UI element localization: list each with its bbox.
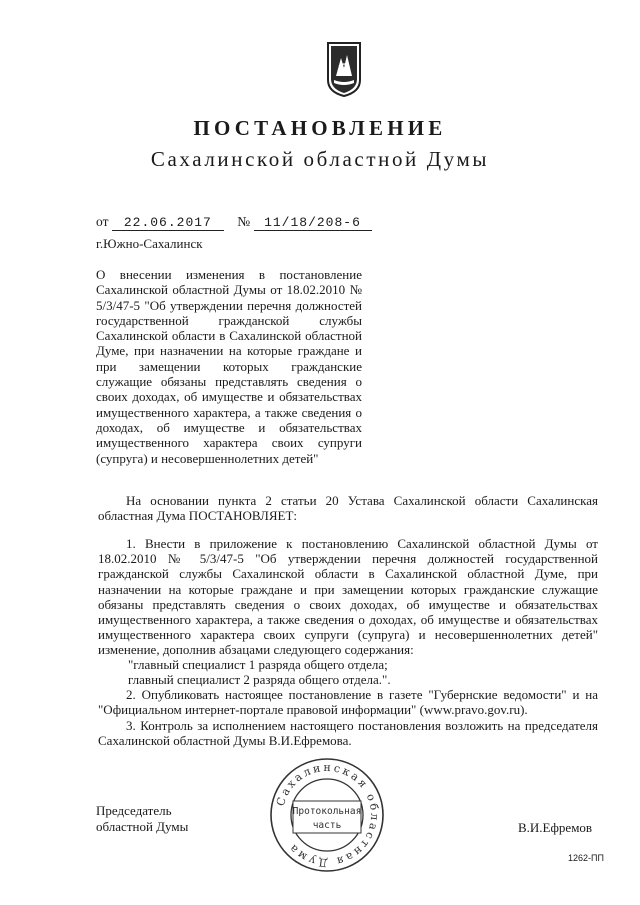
signatory-position-line1: Председатель xyxy=(96,803,172,818)
stamp-ring-text: Сахалинская областная Дума xyxy=(273,760,382,870)
coat-of-arms-emblem xyxy=(325,40,363,98)
number-prefix: № xyxy=(237,214,251,229)
official-stamp xyxy=(268,756,386,874)
date-number-line xyxy=(96,214,372,231)
city: г.Южно-Сахалинск xyxy=(96,236,203,251)
quote-line-2: главный специалист 2 разряда общего отдела.". xyxy=(128,672,391,687)
document-number: 11/18/208-6 xyxy=(254,215,372,231)
basis-paragraph: На основании пункта 2 статьи 20 Устава Сахалинской области Сахалинская областная Дума ПОСТАНОВЛЯЕТ: xyxy=(98,493,598,524)
date-prefix: от xyxy=(96,214,109,229)
document-subject: О внесении изменения в постановление Сахалинской областной Думы от 18.02.2010 № 5/3/47-5 "Об утверждении перечня должностей государственной гражданской службы Сахалинской области в Сахалинской областной Думе, при назначении на которые граждане и при замещении которых гражданские служащие обязаны представлять сведения о своих доходах, об имуществе и обязательствах имущественного характера, а также сведения о доходах, об имуществе и обязательствах имущественного характера своих супруги (супруга) и несовершеннолетних детей" xyxy=(96,267,362,466)
document-code: 1262-ПП xyxy=(568,853,604,863)
item-3-paragraph: 3. Контроль за исполнением настоящего постановления возложить на председателя Сахалинской областной Думы В.И.Ефремова. xyxy=(98,718,598,749)
stamp-center-line2: часть xyxy=(312,820,342,831)
signatory-position xyxy=(96,803,188,834)
item-2-paragraph: 2. Опубликовать настоящее постановление в газете "Губернские ведомости" и на "Официальном интернет-портале правовой информации" (www.pravo.gov.ru). xyxy=(98,687,598,718)
document-title: ПОСТАНОВЛЕНИЕ xyxy=(193,116,447,140)
document-subtitle: Сахалинской областной Думы xyxy=(150,147,490,171)
signatory-position-line2: областной Думы xyxy=(96,818,189,834)
item-1-paragraph: 1. Внести в приложение к постановлению Сахалинской областной Думы от 18.02.2010 № 5/3/47-5 "Об утверждении перечня должностей государственной гражданской службы Сахалинской области в Сахалинской областной Думе, при назначении на которые граждане и при замещении которых гражданские служащие обязаны представлять сведения о своих доходах, об имуществе и обязательствах имущественного характера, а также сведения о доходах, об имуществе и обязательствах имущественного характера своих супруги (супруга) и несовершеннолетних детей" изменение, дополнив абзацами следующего содержания: xyxy=(98,536,598,658)
stamp-center-line1: Протокольная xyxy=(292,806,362,817)
signatory-name: В.И.Ефремов xyxy=(518,820,593,835)
quote-line-1: "главный специалист 1 разряда общего отдела; xyxy=(128,657,388,672)
document-date: 22.06.2017 xyxy=(112,215,224,231)
